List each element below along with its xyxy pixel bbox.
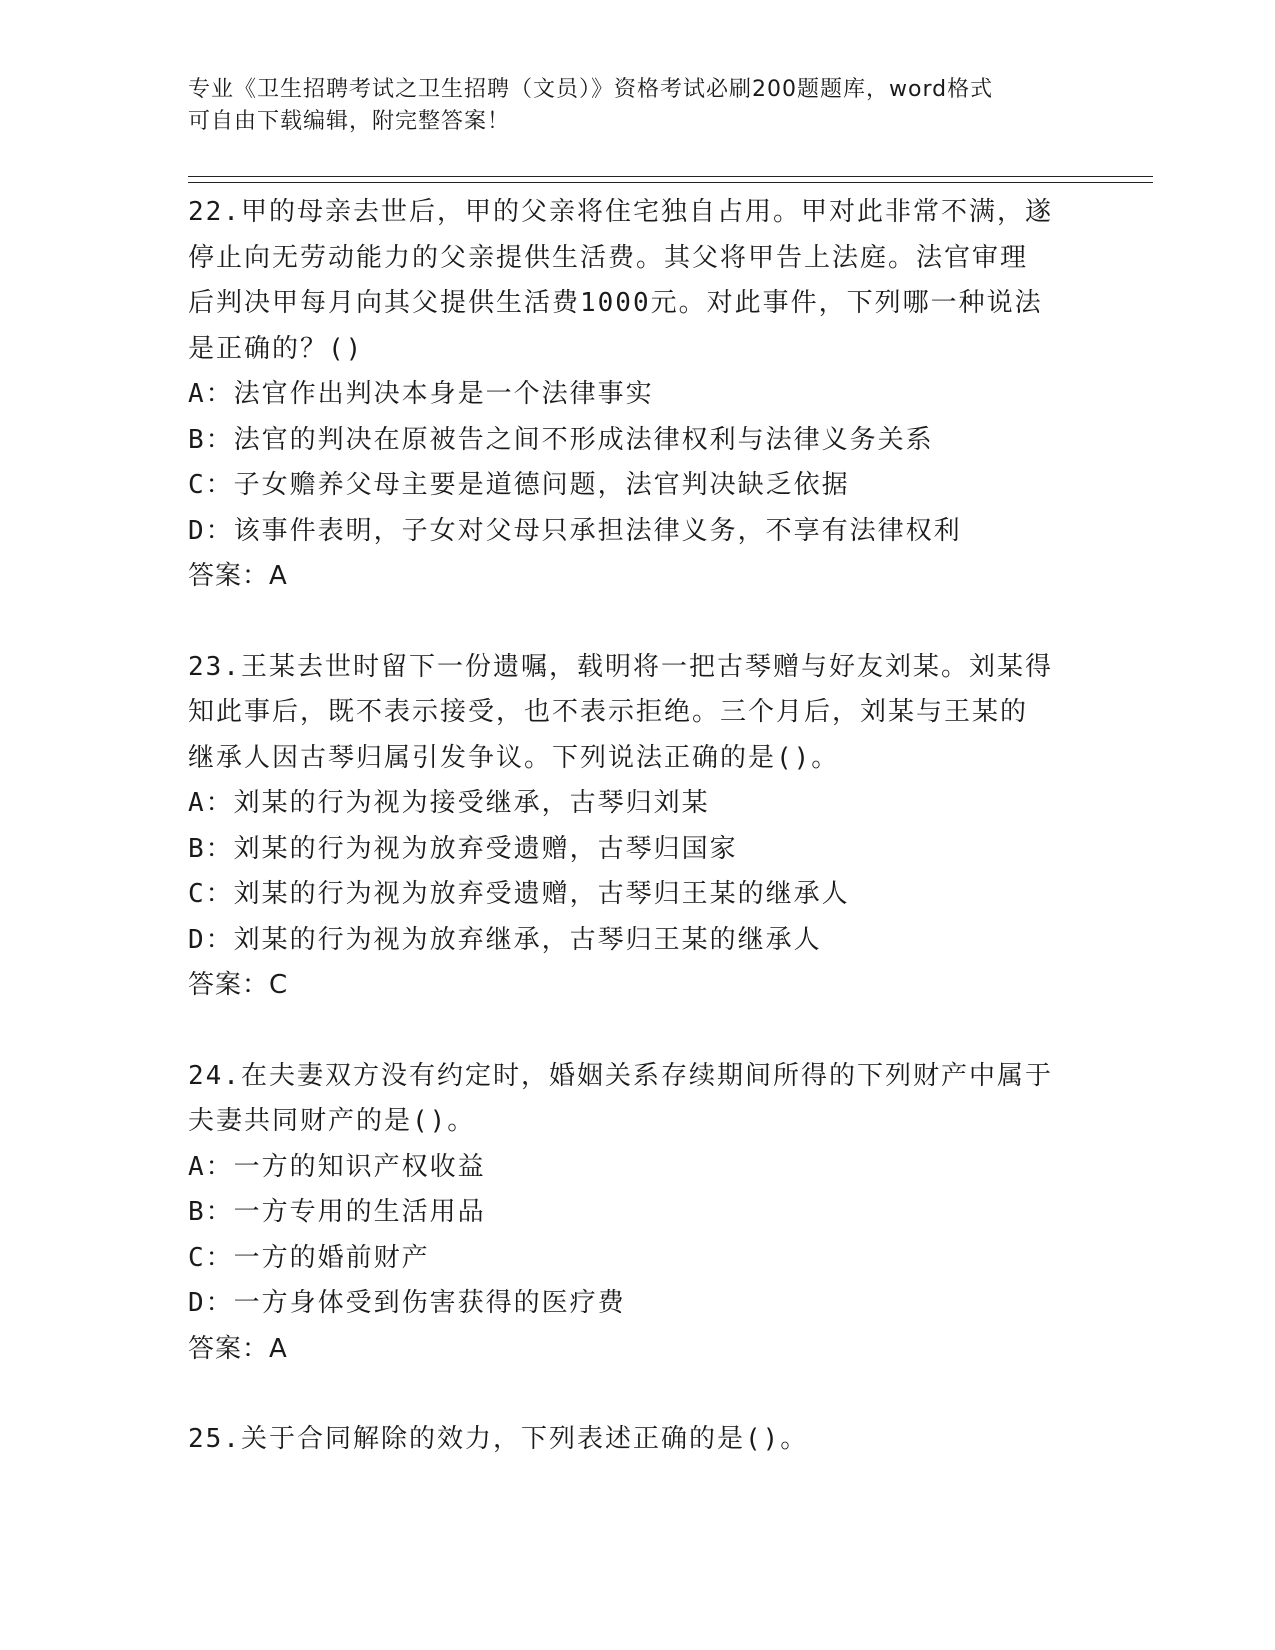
answer-line: 答案：C bbox=[188, 970, 289, 1000]
question-stem-line: 后判决甲每月向其父提供生活费1000元。对此事件，下列哪一种说法 bbox=[188, 288, 1043, 318]
option-d: D：刘某的行为视为放弃继承，古琴归王某的继承人 bbox=[188, 924, 822, 955]
header-title-line-2: 可自由下载编辑，附完整答案！ bbox=[188, 109, 511, 134]
answer-line: 答案：A bbox=[188, 561, 288, 591]
option-a: A：一方的知识产权收益 bbox=[188, 1151, 486, 1182]
question-25 bbox=[188, 1417, 1088, 1463]
question-stem-line: 停止向无劳动能力的父亲提供生活费。其父将甲告上法庭。法官审理 bbox=[188, 242, 1029, 273]
question-22 bbox=[188, 190, 1088, 600]
option-b: B：刘某的行为视为放弃受遗赠，古琴归国家 bbox=[188, 833, 738, 864]
option-c: C：子女赡养父母主要是道德问题，法官判决缺乏依据 bbox=[188, 470, 850, 500]
option-a: A：法官作出判决本身是一个法律事实 bbox=[188, 379, 654, 409]
question-24 bbox=[188, 1054, 1088, 1373]
question-stem-line: 知此事后，既不表示接受，也不表示拒绝。三个月后，刘某与王某的 bbox=[188, 697, 1029, 727]
question-spacer bbox=[188, 1009, 1088, 1054]
question-stem-line: 继承人因古琴归属引发争议。下列说法正确的是()。 bbox=[188, 742, 840, 773]
option-b: B：法官的判决在原被告之间不形成法律权利与法律义务关系 bbox=[188, 424, 934, 455]
answer-line: 答案：A bbox=[188, 1333, 288, 1364]
header-title-line-1: 专业《卫生招聘考试之卫生招聘（文员）》资格考试必刷200题题库，word格式 bbox=[188, 77, 994, 102]
question-stem-line: 25.关于合同解除的效力，下列表述正确的是()。 bbox=[188, 1424, 809, 1454]
question-stem-line: 24.在夫妻双方没有约定时，婚姻关系存续期间所得的下列财产中属于 bbox=[188, 1060, 1053, 1091]
header-divider-top bbox=[188, 176, 1153, 177]
option-d: D：该事件表明，子女对父母只承担法律义务，不享有法律权利 bbox=[188, 515, 962, 546]
option-c: C：一方的婚前财产 bbox=[188, 1242, 430, 1273]
question-stem-line: 夫妻共同财产的是()。 bbox=[188, 1106, 476, 1136]
question-spacer bbox=[188, 1372, 1088, 1417]
question-stem-line: 22.甲的母亲去世后，甲的父亲将住宅独自占用。甲对此非常不满，遂 bbox=[188, 197, 1053, 227]
option-b: B：一方专用的生活用品 bbox=[188, 1197, 486, 1227]
option-d: D：一方身体受到伤害获得的医疗费 bbox=[188, 1288, 626, 1318]
question-23 bbox=[188, 645, 1088, 1009]
header-divider-bottom bbox=[188, 182, 1153, 183]
question-stem-line: 23.王某去世时留下一份遗嘱，载明将一把古琴赠与好友刘某。刘某得 bbox=[188, 651, 1053, 682]
option-c: C：刘某的行为视为放弃受遗赠，古琴归王某的继承人 bbox=[188, 879, 850, 909]
question-stem-line: 是正确的？() bbox=[188, 333, 364, 364]
question-spacer bbox=[188, 600, 1088, 645]
question-list bbox=[188, 190, 1088, 1463]
document-header bbox=[188, 74, 1088, 138]
option-a: A：刘某的行为视为接受继承，古琴归刘某 bbox=[188, 788, 710, 818]
